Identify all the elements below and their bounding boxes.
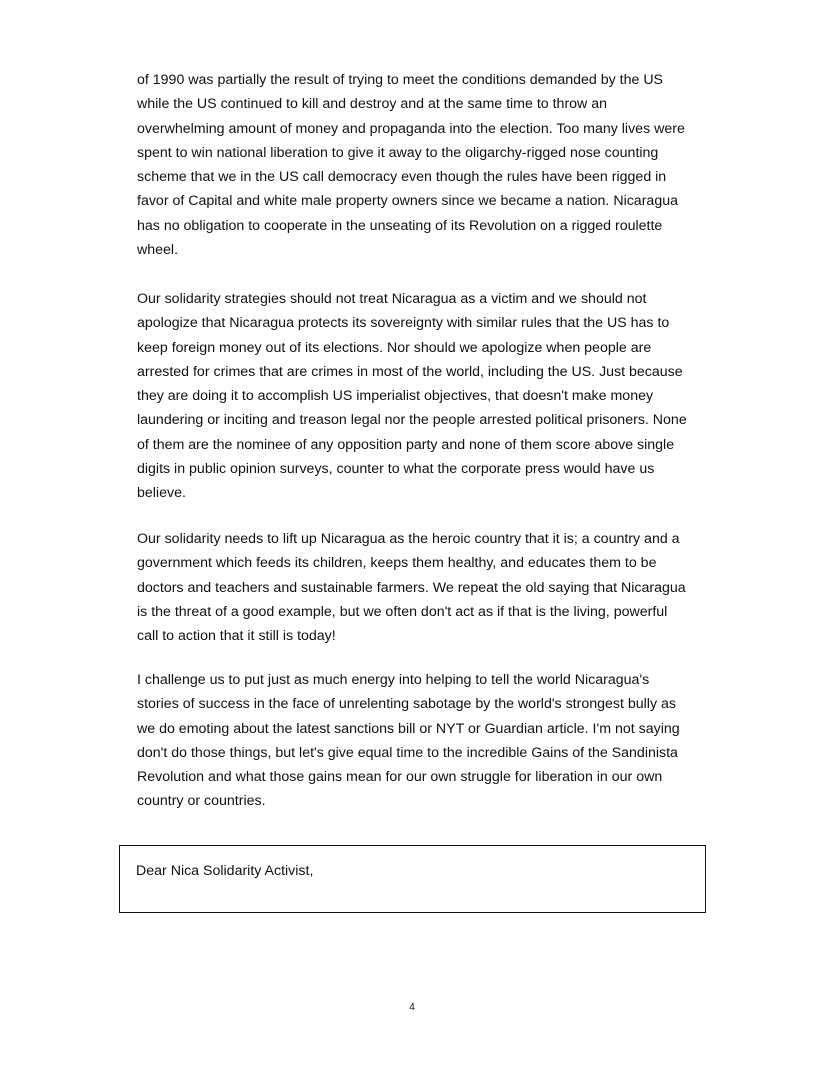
paragraph-solidarity-strategies — [137, 287, 697, 506]
text-line: country or countries. — [137, 793, 266, 810]
text-line: apologize that Nicaragua protects its sovereignty with similar rules that the US has to — [137, 315, 670, 332]
text-line: digits in public opinion surveys, counter to what the corporate press would have us — [137, 461, 655, 478]
text-line: of 1990 was partially the result of trying to meet the conditions demanded by the US — [137, 72, 664, 88]
text-line: wheel. — [137, 242, 179, 259]
text-line: scheme that we in the US call democracy even though the rules have been rigged in — [137, 169, 667, 186]
text-line: overwhelming amount of money and propaganda into the election. Too many lives were — [137, 120, 685, 137]
page-number: 4 — [409, 1002, 415, 1013]
text-line: believe. — [137, 485, 186, 502]
text-line: doctors and teachers and sustainable farmers. We repeat the old saying that Nicaragua — [137, 579, 686, 596]
text-line: I challenge us to put just as much energy into helping to tell the world Nicaragua's — [137, 672, 650, 688]
text-line: Revolution and what those gains mean for our own struggle for liberation in our own — [137, 769, 663, 786]
text-line: don't do those things, but let's give equal time to the incredible Gains of the Sandinista — [137, 744, 678, 761]
text-line: Our solidarity strategies should not treat Nicaragua as a victim and we should not — [137, 291, 647, 307]
text-line: of them are the nominee of any opposition party and none of them score above single — [137, 436, 675, 453]
text-line: favor of Capital and white male property owners since we became a nation. Nicaragua — [137, 193, 678, 210]
text-line: while the US continued to kill and destroy and at the same time to throw an — [137, 96, 608, 113]
paragraph-election-1990 — [137, 68, 697, 262]
text-line: has no obligation to cooperate in the unseating of its Revolution on a rigged roulette — [137, 217, 663, 234]
text-line: is the threat of a good example, but we often don't act as if that is the living, powerful — [137, 603, 668, 620]
text-line: keep foreign money out of its elections. Nor should we apologize when people are — [137, 339, 652, 356]
text-line: call to action that it still is today! — [137, 628, 336, 645]
text-line: we do emoting about the latest sanctions bill or NYT or Guardian article. I'm not saying — [137, 720, 680, 737]
letter-greeting: Dear Nica Solidarity Activist, — [136, 863, 314, 879]
paragraph-heroic-country — [137, 527, 697, 648]
text-line: arrested for crimes that are crimes in most of the world, including the US. Just because — [137, 363, 683, 380]
text-line: government which feeds its children, keeps them healthy, and educates them to be — [137, 555, 657, 572]
text-line: spent to win national liberation to give it away to the oligarchy-rigged nose counting — [137, 144, 659, 161]
paragraph-challenge — [137, 668, 697, 814]
text-line: stories of success in the face of unrelenting sabotage by the world's strongest bully as — [137, 696, 676, 713]
text-line: laundering or inciting and treason legal nor the people arrested political prisoners. None — [137, 412, 687, 429]
letter-box — [119, 845, 706, 913]
text-line: they are doing it to accomplish US imperialist objectives, that doesn't make money — [137, 388, 654, 405]
text-line: Our solidarity needs to lift up Nicaragua as the heroic country that it is; a country and a — [137, 531, 680, 547]
